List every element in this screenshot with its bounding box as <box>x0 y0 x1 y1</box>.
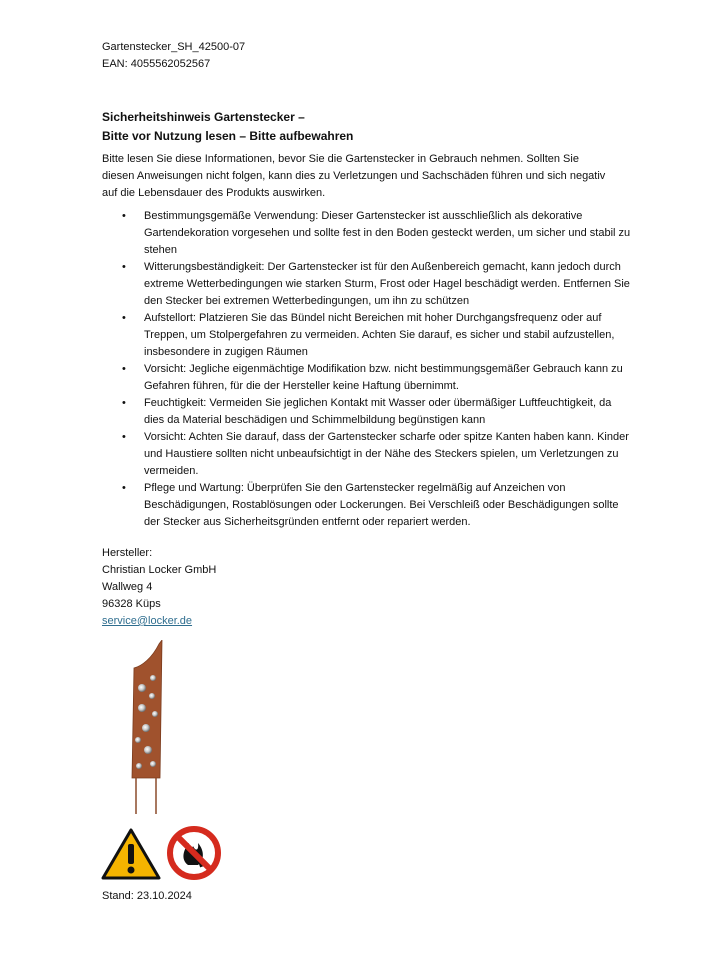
garden-stake-image <box>126 640 166 815</box>
list-item-text: Vorsicht: Achten Sie darauf, dass der Gartenstecker scharfe oder spitze Kanten haben kann. Kinder und Haustiere sollten nicht unbeaufsichtigt in der Nähe des Steckers spielen, um Verletzungen zu vermeiden. <box>144 431 629 477</box>
no-open-fire-icon <box>166 825 222 881</box>
manufacturer-city: 96328 Küps <box>102 598 161 610</box>
list-item <box>102 429 632 480</box>
manufacturer-label: Hersteller: <box>102 547 153 559</box>
document-title: Sicherheitshinweis Gartenstecker – <box>102 110 305 124</box>
bullet-icon: • <box>122 397 126 409</box>
list-item-text: Bestimmungsgemäße Verwendung: Dieser Gartenstecker ist ausschließlich als dekorative Gartendekoration vorgesehen und sollte fest in den Boden gesteckt werden, um sicher und stabil zu stehen <box>144 210 631 256</box>
list-item-text: Vorsicht: Jegliche eigenmächtige Modifikation bzw. nicht bestimmungsgemäßer Gebrauch kann zu Gefahren führen, für die der Hersteller keine Haftung übernimmt. <box>144 363 623 392</box>
list-item <box>102 208 632 259</box>
bullet-icon: • <box>122 210 126 222</box>
bullet-icon: • <box>122 261 126 273</box>
bullet-icon: • <box>122 431 126 443</box>
warning-triangle-icon <box>101 828 161 880</box>
list-item-text: Aufstellort: Platzieren Sie das Bündel nicht Bereichen mit hoher Durchgangsfrequenz oder auf Treppen, um Stolpergefahren zu vermeiden. Achten Sie darauf, es sicher und stabil aufzustellen, insbesondere in zugigen Räumen <box>144 312 615 358</box>
intro-paragraph: Bitte lesen Sie diese Informationen, bevor Sie die Gartenstecker in Gebrauch nehmen. Sollten Sie diesen Anweisungen nicht folgen, kann dies zu Verletzungen und Sachschäden führen und sich negativ auf die Lebensdauer des Produkts auswirken. <box>102 153 606 199</box>
bullet-icon: • <box>122 482 126 494</box>
product-code: Gartenstecker_SH_42500-07 <box>102 41 246 53</box>
list-item <box>102 259 632 310</box>
document-subtitle: Bitte vor Nutzung lesen – Bitte aufbewahren <box>102 129 354 143</box>
safety-list <box>102 208 632 531</box>
bullet-icon: • <box>122 312 126 324</box>
manufacturer-name: Christian Locker GmbH <box>102 564 217 576</box>
list-item-text: Witterungsbeständigkeit: Der Gartenstecker ist für den Außenbereich gemacht, kann jedoch durch extreme Wetterbedingungen wie starken Sturm, Frost oder Hagel beschädigt werden. Entfernen Sie den Stecker bei extremen Wetterbedingungen, um ihn zu schützen <box>144 261 630 307</box>
list-item <box>102 480 632 531</box>
bullet-icon: • <box>122 363 126 375</box>
list-item-text: Feuchtigkeit: Vermeiden Sie jeglichen Kontakt mit Wasser oder übermäßiger Luftfeuchtigkeit, da dies da Material beschädigen und Schimmelbildung begünstigen kann <box>144 397 612 426</box>
ean-code: EAN: 4055562052567 <box>102 58 211 70</box>
list-item-text: Pflege und Wartung: Überprüfen Sie den Gartenstecker regelmäßig auf Anzeichen von Beschädigungen, Rostablösungen oder Lockerungen. Bei Verschleiß oder Beschädigungen sollte der Stecker aus Sicherheitsgründen entfernt oder repariert werden. <box>144 482 619 528</box>
list-item <box>102 395 632 429</box>
list-item <box>102 361 632 395</box>
manufacturer-email-link[interactable]: service@locker.de <box>102 615 193 627</box>
revision-date: Stand: 23.10.2024 <box>102 890 192 902</box>
list-item <box>102 310 632 361</box>
manufacturer-block <box>102 545 216 630</box>
manufacturer-street: Wallweg 4 <box>102 581 153 593</box>
